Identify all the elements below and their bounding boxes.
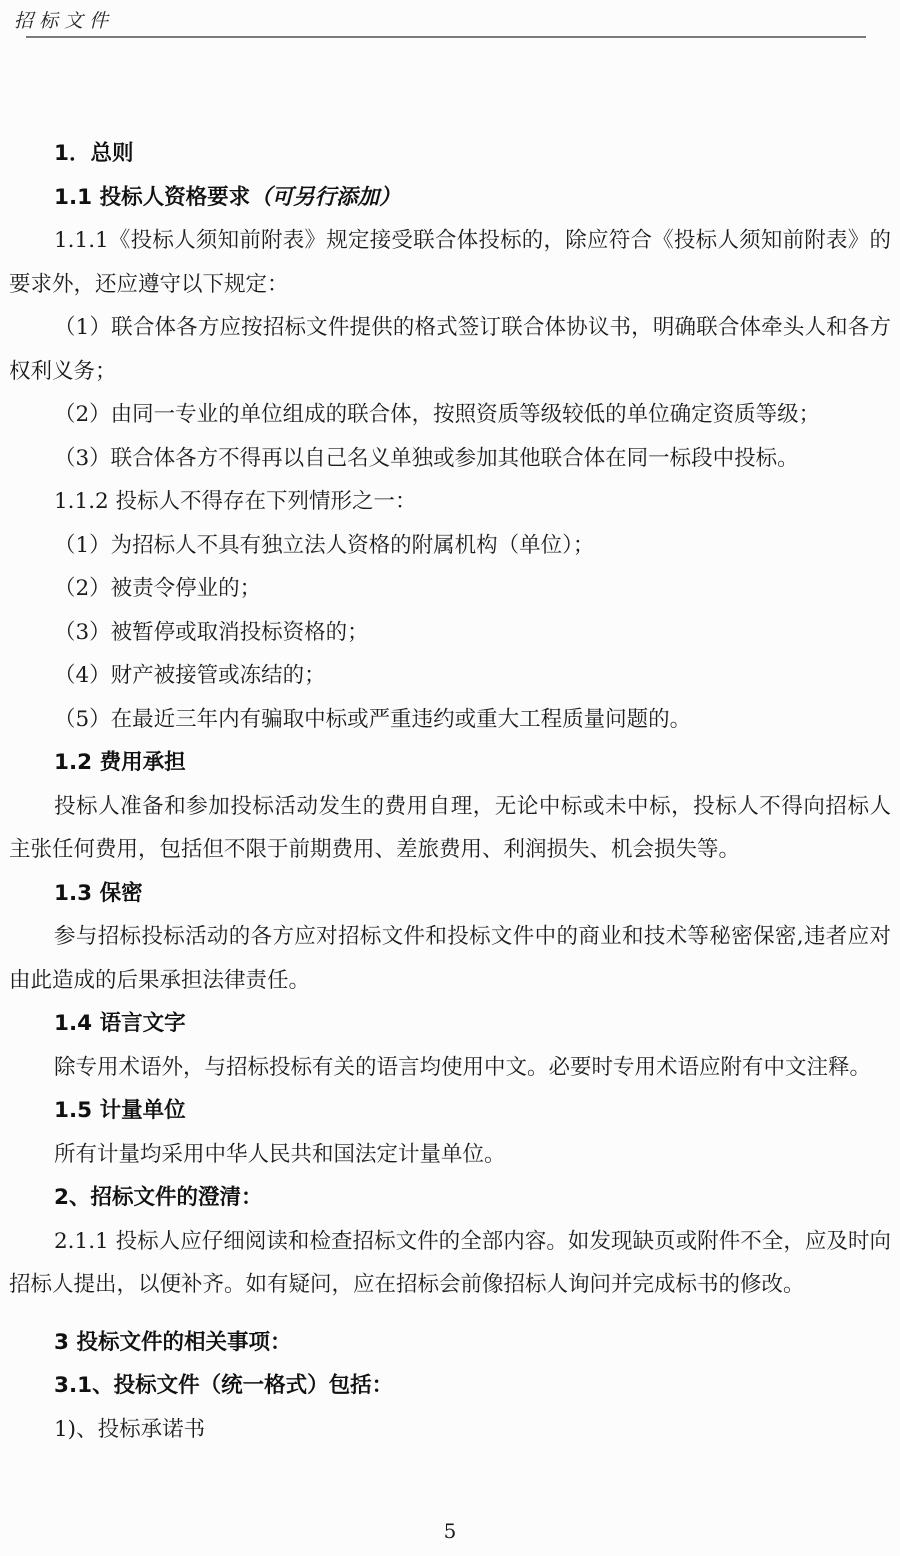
list-joint-venture-1: （1）联合体各方应按招标文件提供的格式签订联合体协议书，明确联合体牵头人和各方权利义务； <box>9 315 891 384</box>
list-joint-venture-3: （3）联合体各方不得再以自己名义单独或参加其他联合体在同一标段中投标。 <box>54 445 799 471</box>
list-situation-3: （3）被暂停或取消投标资格的； <box>54 619 369 645</box>
para-1-1-1: 1.1.1《投标人须知前附表》规定接受联合体投标的，除应符合《投标人须知前附表》的要求外，还应遵守以下规定： <box>9 228 891 297</box>
heading-1-1-note: （可另行添加） <box>250 184 401 210</box>
list-joint-venture-2: （2）由同一专业的单位组成的联合体，按照资质等级较低的单位确定资质等级； <box>54 402 821 427</box>
list-situation-4: （4）财产被接管或冻结的； <box>54 663 326 688</box>
heading-3-bid-documents: 3 投标文件的相关事项： <box>54 1329 292 1355</box>
heading-1-1-main: 1.1 投标人资格要求 <box>54 184 251 210</box>
heading-2-clarification: 2、招标文件的澄清： <box>54 1185 263 1210</box>
list-situation-5: （5）在最近三年内有骗取中标或严重违约或重大工程质量问题的。 <box>54 706 692 732</box>
page-number: 5 <box>443 1519 457 1543</box>
para-2-1-1: 2.1.1 投标人应仔细阅读和检查招标文件的全部内容。如发现缺页或附件不全，应及时向招标人提出，以便补齐。如有疑问，应在招标会前像招标人询问并完成标书的修改。 <box>9 1228 891 1297</box>
heading-1-4-language: 1.4 语言文字 <box>54 1011 186 1036</box>
list-situation-1: （1）为招标人不具有独立法人资格的附属机构（单位）； <box>54 532 595 558</box>
heading-3-1-format: 3.1、投标文件（统一格式）包括： <box>54 1373 394 1398</box>
page-header <box>0 0 900 38</box>
document-body <box>9 132 891 1451</box>
heading-1-general: 1．总则 <box>54 141 134 166</box>
heading-1-3-confidentiality: 1.3 保密 <box>54 880 143 906</box>
heading-1-1-qualification <box>9 176 891 220</box>
header-title: 招标文件 <box>14 10 115 32</box>
para-confidentiality: 参与招标投标活动的各方应对招标文件和投标文件中的商业和技术等秘密保密,违者应对由此造成的后果承担法律责任。 <box>9 924 891 993</box>
list-situation-2: （2）被责令停业的； <box>54 576 262 601</box>
page-footer <box>0 1518 900 1544</box>
heading-1-5-units: 1.5 计量单位 <box>54 1098 186 1123</box>
header-divider <box>26 36 866 38</box>
list-bid-commitment: 1)、投标承诺书 <box>54 1416 206 1442</box>
para-cost: 投标人准备和参加投标活动发生的费用自理，无论中标或未中标，投标人不得向招标人主张任何费用，包括但不限于前期费用、差旅费用、利润损失、机会损失等。 <box>9 793 891 862</box>
para-units: 所有计量均采用中华人民共和国法定计量单位。 <box>54 1141 506 1167</box>
para-1-1-2: 1.1.2 投标人不得存在下列情形之一： <box>54 489 417 514</box>
para-language: 除专用术语外，与招标投标有关的语言均使用中文。必要时专用术语应附有中文注释。 <box>54 1054 872 1080</box>
heading-1-2-cost: 1.2 费用承担 <box>54 750 186 775</box>
